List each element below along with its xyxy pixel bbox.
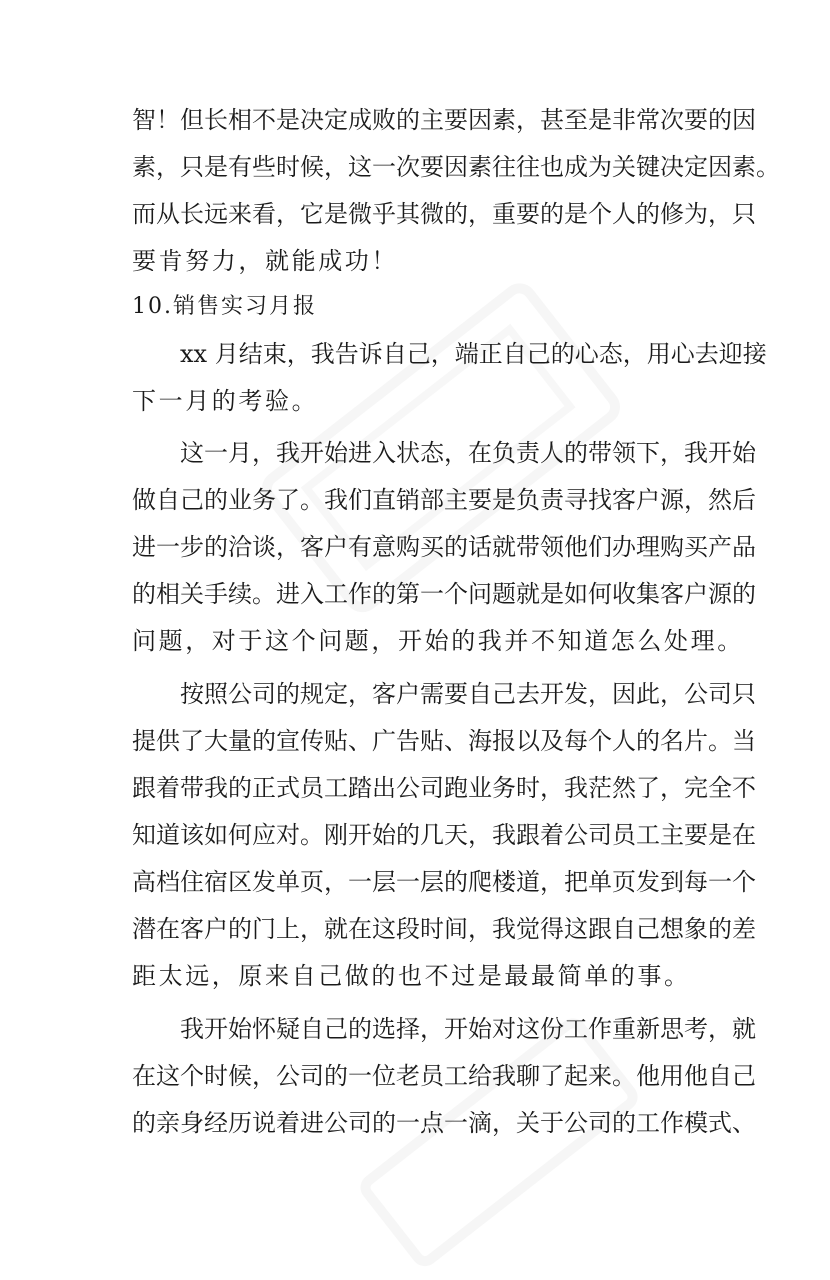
paragraph-1-line-4: 要肯努力，就能成功！: [132, 247, 398, 275]
paragraph-5-line-1: 我开始怀疑自己的选择，开始对这份工作重新思考，就: [180, 1015, 756, 1043]
paragraph-3-line-1: 这一月，我开始进入状态，在负责人的带领下，我开始: [180, 439, 756, 467]
paragraph-1-line-3: 而从长远来看，它是微乎其微的，重要的是个人的修为，只: [132, 200, 756, 228]
paragraph-4-line-4: 知道该如何应对。刚开始的几天，我跟着公司员工主要是在: [132, 821, 756, 849]
watermark-frame-bottom: [355, 1013, 643, 1272]
paragraph-4-line-2: 提供了大量的宣传贴、广告贴、海报以及每个人的名片。当: [132, 727, 756, 755]
section-heading: 10.销售实习月报: [132, 294, 317, 319]
paragraph-4-line-5: 高档住宿区发单页，一层一层的爬楼道，把单页发到每一个: [132, 868, 756, 896]
paragraph-5-line-2: 在这个时候，公司的一位老员工给我聊了起来。他用他自己: [132, 1062, 756, 1090]
paragraph-3-line-3: 进一步的洽谈，客户有意购买的话就带领他们办理购买产品: [132, 533, 756, 561]
paragraph-1-line-1: 智！但长相不是决定成败的主要因素，甚至是非常次要的因: [132, 106, 756, 134]
paragraph-4-line-6: 潜在客户的门上，就在这段时间，我觉得这跟自己想象的差: [132, 915, 756, 943]
paragraph-4-line-3: 跟着带我的正式员工踏出公司跑业务时，我茫然了，完全不: [132, 774, 756, 802]
paragraph-4-line-1: 按照公司的规定，客户需要自己去开发，因此，公司只: [180, 680, 756, 708]
paragraph-5-line-3: 的亲身经历说着进公司的一点一滴，关于公司的工作模式、: [132, 1109, 756, 1137]
paragraph-1-line-2: 素，只是有些时候，这一次要因素往往也成为关键决定因素。: [132, 153, 780, 181]
paragraph-2-line-2: 下一月的考验。: [132, 387, 319, 415]
paragraph-3-line-2: 做自己的业务了。我们直销部主要是负责寻找客户源，然后: [132, 486, 756, 514]
paragraph-3-line-5: 问题，对于这个问题，开始的我并不知道怎么处理。: [132, 627, 744, 655]
paragraph-4-line-7: 距太远，原来自己做的也不过是最最简单的事。: [132, 962, 691, 990]
paragraph-3-line-4: 的相关手续。进入工作的第一个问题就是如何收集客户源的: [132, 580, 756, 608]
paragraph-2-line-1: xx 月结束，我告诉自己，端正自己的心态，用心去迎接: [180, 340, 767, 368]
